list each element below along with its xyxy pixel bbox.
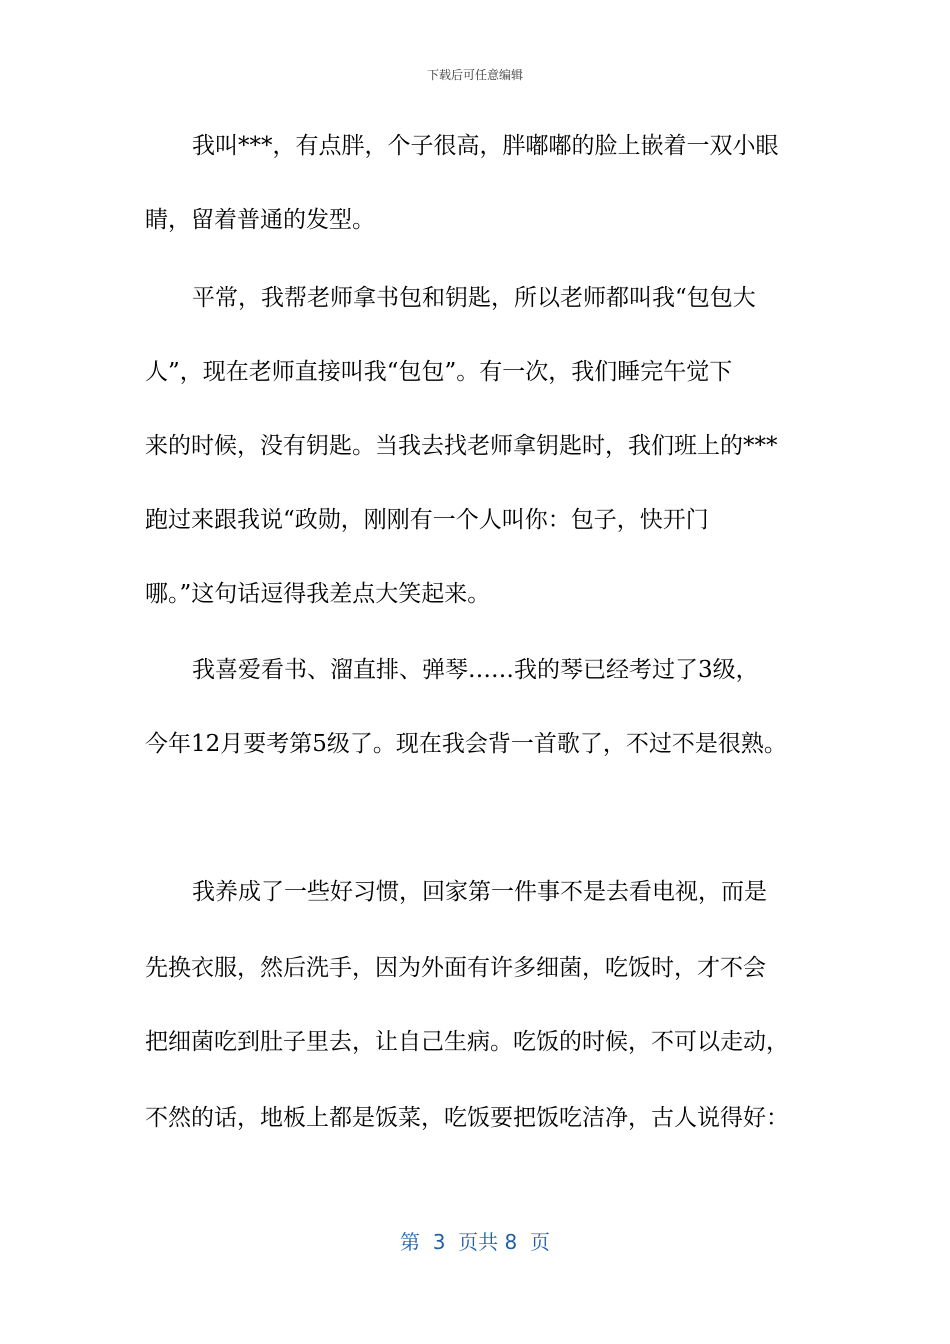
text-line: 人”，现在老师直接叫我“包包”。有一次，我们睡完午觉下 [145, 359, 733, 385]
text-line: 先换衣服，然后洗手，因为外面有许多细菌，吃饭时，才不会 [145, 955, 766, 981]
text-line: 平常，我帮老师拿书包和钥匙，所以老师都叫我“包包大 [192, 285, 756, 311]
text-line: 哪。”这句话逗得我差点大笑起来。 [145, 581, 491, 607]
text-line: 今年12月要考第5级了。现在我会背一首歌了，不过不是很熟。 [145, 731, 787, 757]
page-number: 第 3 页共 8 页 [400, 1230, 550, 1254]
text-line: 我养成了一些好习惯，回家第一件事不是去看电视，而是 [192, 879, 767, 905]
text-line: 来的时候，没有钥匙。当我去找老师拿钥匙时，我们班上的*** [145, 433, 778, 459]
text-line: 跑过来跟我说“政勋，刚刚有一个人叫你：包子，快开门 [145, 507, 709, 533]
text-line: 睛，留着普通的发型。 [145, 207, 375, 233]
text-line: 我叫***，有点胖，个子很高，胖嘟嘟的脸上嵌着一双小眼 [192, 133, 779, 159]
text-line: 不然的话，地板上都是饭菜，吃饭要把饭吃洁净，古人说得好： [145, 1105, 789, 1131]
page-header-note: 下载后可任意编辑 [426, 68, 523, 82]
text-line: 我喜爱看书、溜直排、弹琴……我的琴已经考过了3级， [192, 657, 759, 683]
text-line: 把细菌吃到肚子里去，让自己生病。吃饭的时候，不可以走动， [145, 1029, 789, 1055]
